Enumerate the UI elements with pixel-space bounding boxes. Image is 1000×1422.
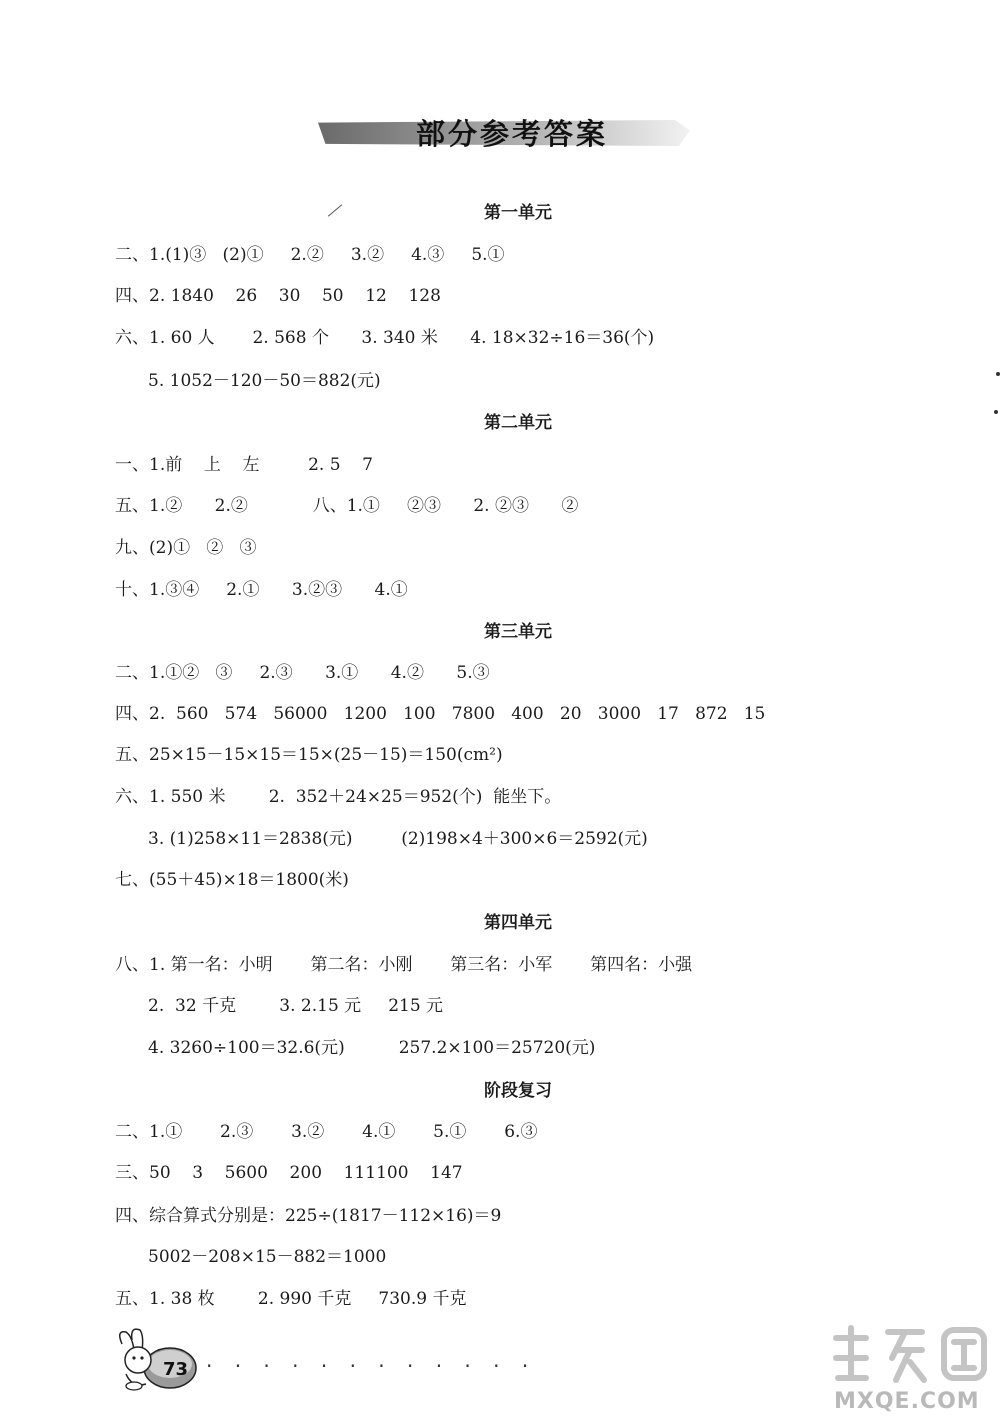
page-title: 部分参考答案: [416, 117, 609, 151]
answer-line: 四、综合算式分别是：225÷(1817－112×16)＝9: [115, 1206, 502, 1226]
answer-line: 2. 32 千克 3. 2.15 元 215 元: [148, 996, 444, 1016]
answer-line: 一、1.前 上 左 2. 5 7: [115, 455, 373, 475]
section-title-unit-4: 第四单元: [484, 913, 552, 933]
answer-line: 五、1. 38 枚 2. 990 千克 730.9 千克: [115, 1289, 467, 1309]
answer-line: 4. 3260÷100＝32.6(元) 257.2×100＝25720(元): [148, 1038, 596, 1058]
answer-line: 二、1.(1)③ (2)① 2.② 3.② 4.③ 5.①: [115, 245, 505, 265]
answer-line: 5002－208×15－882＝1000: [148, 1247, 387, 1267]
section-title-review: 阶段复习: [484, 1081, 552, 1101]
answer-line: 八、1. 第一名：小明 第二名：小刚 第三名：小军 第四名：小强: [115, 955, 693, 975]
answer-line: 六、1. 60 人 2. 568 个 3. 340 米 4. 18×32÷16＝36(个): [115, 328, 655, 348]
section-title-unit-2: 第二单元: [484, 413, 552, 433]
answer-line: 六、1. 550 米 2. 352＋24×25＝952(个) 能坐下。: [115, 787, 562, 807]
scan-dot: [996, 372, 1000, 376]
answer-line: 三、50 3 5600 200 111100 147: [115, 1163, 463, 1183]
answer-line: 3. (1)258×11＝2838(元) (2)198×4＋300×6＝2592(元): [148, 829, 648, 849]
title-banner: [318, 112, 690, 152]
answer-line: 二、1.① 2.③ 3.② 4.① 5.① 6.③: [115, 1122, 538, 1142]
section-title-unit-3: 第三单元: [484, 622, 552, 642]
page-number: 73: [163, 1359, 189, 1380]
dotted-leader: · · · · · · · · · · · ·: [206, 1354, 537, 1378]
answer-line: 九、(2)① ② ③: [115, 538, 257, 558]
answer-line: 四、2. 560 574 56000 1200 100 7800 400 20 3000 17 872 15: [115, 704, 766, 724]
answer-line: 五、1.② 2.② 八、1.① ②③ 2. ②③ ②: [115, 496, 579, 516]
section-title-unit-1: 第一单元: [484, 203, 552, 223]
answer-line: 五、25×15－15×15＝15×(25－15)＝150(cm²): [115, 745, 503, 765]
watermark-text: MXQE.COM: [834, 1389, 980, 1414]
rabbit-mascot-icon: [112, 1326, 202, 1394]
answer-line: 四、2. 1840 26 30 50 12 128: [115, 286, 441, 306]
answer-line: 七、(55＋45)×18＝1800(米): [115, 870, 349, 890]
answer-line: 十、1.③④ 2.① 3.②③ 4.①: [115, 580, 408, 600]
answer-line: 二、1.①② ③ 2.③ 3.① 4.② 5.③: [115, 663, 490, 683]
answer-line: 5. 1052－120－50＝882(元): [148, 371, 381, 391]
